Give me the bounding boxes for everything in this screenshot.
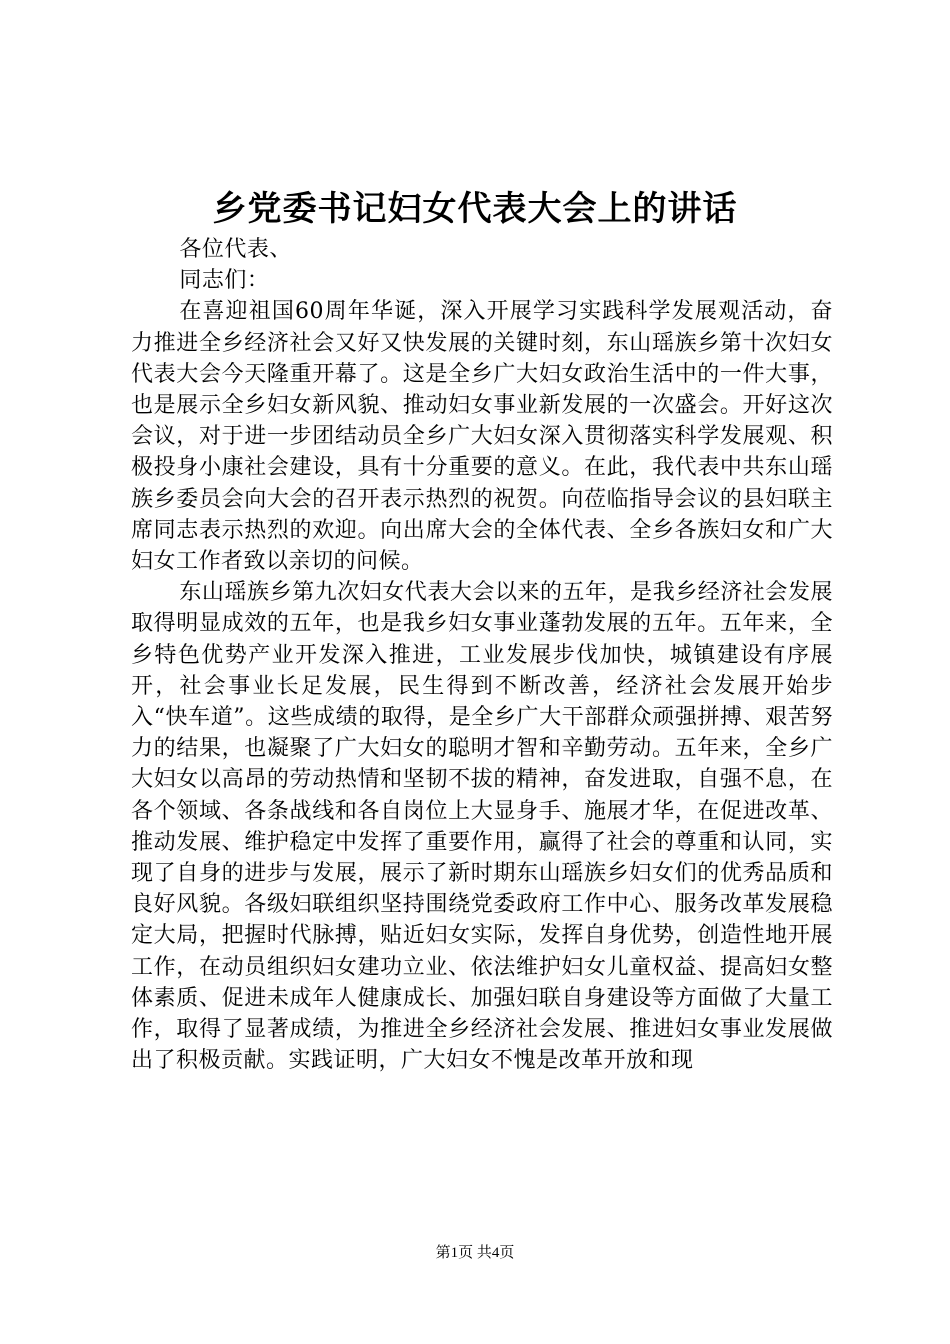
document-body [131,234,833,1076]
salutation-line-1: 各位代表、 [179,237,292,262]
salutation-line-2: 同志们： [179,268,270,294]
document-title: 乡党委书记妇女代表大会上的讲话 [212,189,738,229]
paragraph-2: 东山瑶族乡第九次妇女代表大会以来的五年，是我乡经济社会发展取得明显成效的五年，也是我乡妇女事业蓬勃发展的五年。五年来，全乡特色优势产业开发深入推进，工业发展步伐加快，城镇建设有序展开，社会事业长足发展，民生得到不断改善，经济社会发展开始步入“快车道”。这些成绩的取得，是全乡广大干部群众顽强拼搏、艰苦努力的结果，也凝聚了广大妇女的聪明才智和辛勤劳动。五年来，全乡广大妇女以高昂的劳动热情和坚韧不拔的精神，奋发进取，自强不息，在各个领域、各条战线和各自岗位上大显身手、施展才华，在促进改革、推动发展、维护稳定中发挥了重要作用，赢得了社会的尊重和认同，实现了自身的进步与发展，展示了新时期东山瑶族乡妇女们的优秀品质和良好风貌。各级妇联组织坚持围绕党委政府工作中心、服务改革发展稳定大局，把握时代脉搏，贴近妇女实际，发挥自身优势，创造性地开展工作，在动员组织妇女建功立业、依法维护妇女儿童权益、提高妇女整体素质、促进未成年人健康成长、加强妇联自身建设等方面做了大量工作，取得了显著成绩，为推进全乡经济社会发展、推进妇女事业发展做出了积极贡献。实践证明，广大妇女不愧是改革开放和现 [131,580,833,1074]
paragraph-1: 在喜迎祖国60周年华诞，深入开展学习实践科学发展观活动，奋力推进全乡经济社会又好又快发展的关键时刻，东山瑶族乡第十次妇女代表大会今天隆重开幕了。这是全乡广大妇女政治生活中的一件大事，也是展示全乡妇女新风貌、推动妇女事业新发展的一次盛会。开好这次会议，对于进一步团结动员全乡广大妇女深入贯彻落实科学发展观、积极投身小康社会建设，具有十分重要的意义。在此，我代表中共东山瑶族乡委员会向大会的召开表示热烈的祝贺。向莅临指导会议的县妇联主席同志表示热烈的欢迎。向出席大会的全体代表、全乡各族妇女和广大妇女工作者致以亲切的问候。 [131,299,833,575]
page-number-footer: 第1页 共4页 [435,1245,515,1261]
